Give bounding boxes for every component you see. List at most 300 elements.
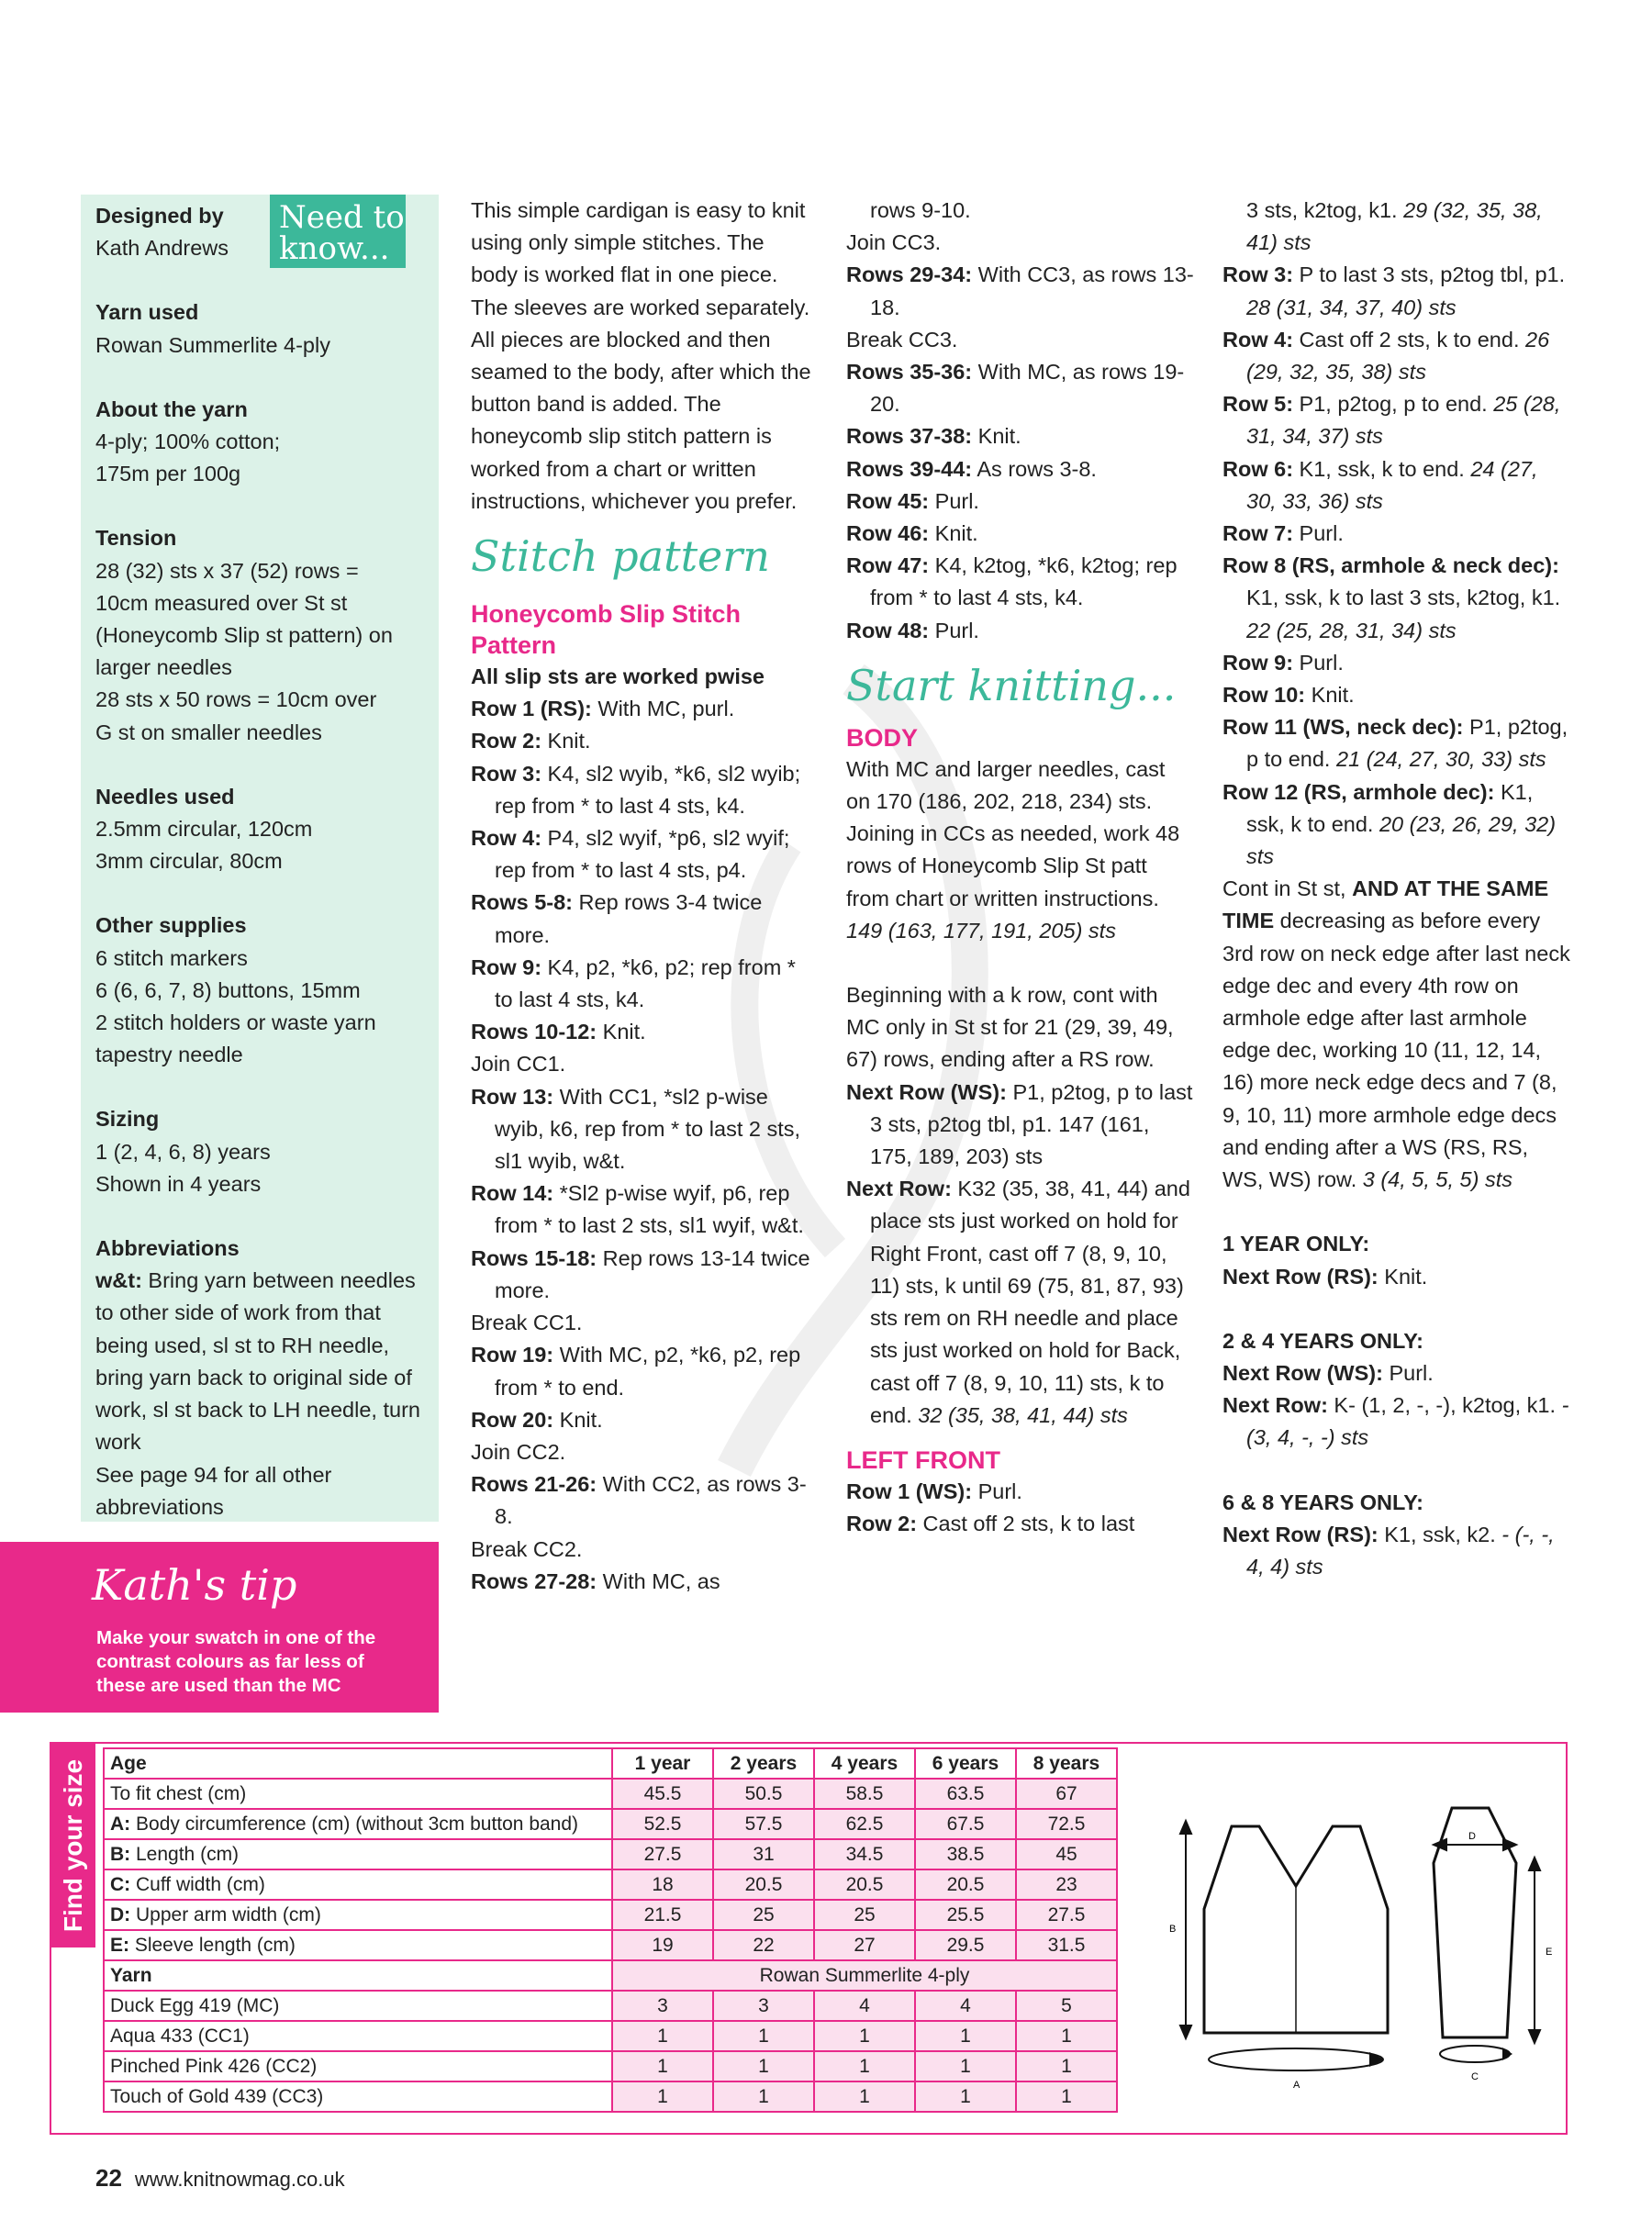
honeycomb-heading: Honeycomb Slip Stitch Pattern [471,600,742,660]
value-cell: 5 [1016,1991,1117,2021]
yarn-row [104,2051,1117,2081]
supplies-line: 6 stitch markers [95,945,248,970]
pattern-row [471,1307,815,1339]
row-label: Row 8 (RS, armhole & neck dec): [1222,553,1559,578]
row-label: Row 3: [1222,262,1294,287]
stitch-pattern-heading: Stitch pattern [471,531,770,582]
row-label-cell [104,1900,612,1930]
page-footer [95,2164,345,2193]
row-text: Join CC2. [471,1439,566,1464]
yarn-label: Yarn used [95,300,199,325]
value-cell: 45 [1016,1839,1117,1869]
designed-label: Designed by [95,204,224,228]
needles-line: 3mm circular, 80cm [95,849,283,874]
pattern-row [471,1081,815,1178]
cont-bold: AND AT THE SAME TIME [1222,876,1549,933]
row-6 [1222,453,1571,518]
left-front-row-2 [846,1508,1195,1540]
value-cell: 1 [915,2021,1016,2051]
body-column [846,195,1195,1540]
need-to-know-badge: Need to know... [270,195,406,268]
value-cell: 21.5 [612,1900,713,1930]
pattern-row [471,822,815,887]
row-label: Row 20: [471,1407,554,1432]
value-cell: 1 [612,2021,713,2051]
row-text: Knit. [929,521,978,546]
value-cell: 62.5 [814,1809,915,1839]
tension-line: 28 (32) sts x 37 (52) rows = [95,558,359,583]
row-text: Purl. [929,618,979,642]
row-label: Next Row (RS): [1222,1264,1379,1289]
row-label: Rows 37-38: [846,424,973,449]
row-text: K4, p2, *k6, p2; rep from * to last 4 sts, k4. [495,954,796,1012]
row-text: Knit. [1305,683,1355,708]
row-text: Purl. [1293,521,1344,546]
size-table [103,1747,1118,2113]
measure-code: E: [110,1935,129,1956]
two-four-row-a [1222,1357,1571,1389]
pattern-row [846,550,1195,614]
row-text: 3 sts, k2tog, k1. [1246,198,1404,222]
row-label-cell [104,1779,612,1809]
kaths-tip-box [0,1542,439,1713]
arrow-e-bottom [1529,2030,1540,2043]
row-text: K1, ssk, k to end. [1246,779,1534,836]
designed-value: Kath Andrews [95,236,229,261]
cont-text: decreasing as before every 3rd row on neck edge after last neck edge dec and every 4th row on armhole edge after last armhole edge dec, working 10 (11, 12, 14, 16) more neck edge decs and 7 (8, 9, 10, 11) more armhole edge decs and ending after a WS (RS, RS, WS, WS) row. [1222,909,1570,1192]
pattern-row [471,1566,815,1598]
row-label: Row 4: [1222,327,1294,352]
two-four-years-heading: 2 & 4 YEARS ONLY: [1222,1328,1423,1353]
table-row [104,1900,1117,1930]
supplies-line: tapestry needle [95,1043,243,1067]
pattern-row [846,518,1195,550]
table-row [104,1839,1117,1869]
yarn-row [104,2021,1117,2051]
needles-label: Needles used [95,784,235,809]
row-text: *Sl2 p-wise wyif, p6, rep from * to last 2 sts, sl1 wyif, w&t. [495,1181,804,1238]
row-label: Row 6: [1222,456,1294,481]
find-your-size-tab [51,1744,95,1947]
row-label: Rows 5-8: [471,890,573,915]
row-label: Row 48: [846,618,930,642]
row-label: Rows 21-26: [471,1472,597,1497]
row-text: K1, ssk, k2. [1378,1522,1502,1546]
label-b: B [1169,1924,1177,1935]
row-text: Knit. [553,1407,603,1432]
value-cell: 1 [713,2051,814,2081]
value-cell: 19 [612,1930,713,1960]
row-text: Knit. [1378,1264,1428,1289]
row-text: Knit. [541,729,591,753]
value-cell: 50.5 [713,1779,814,1809]
value-cell: 34.5 [814,1839,915,1869]
row-3 [1222,259,1571,323]
row-11 [1222,711,1571,776]
measure-code: B: [110,1844,131,1865]
value-cell: 25.5 [915,1900,1016,1930]
pattern-row [846,453,1195,485]
pattern-row [471,1404,815,1436]
cont-text: Cont in St st, [1222,876,1353,901]
row-text: K4, sl2 wyib, *k6, sl2 wyib; rep from * to last 4 sts, k4. [495,761,801,818]
row-text: Join CC1. [471,1052,566,1077]
value-cell: 52.5 [612,1809,713,1839]
row-label: Rows 39-44: [846,456,973,481]
row-label: Row 11 (WS, neck dec): [1222,715,1464,740]
row-text: With MC, as rows 19-20. [870,360,1185,417]
pattern-row [471,725,815,757]
tension-label: Tension [95,526,177,551]
all-slip-note: All slip sts are worked pwise [471,664,765,689]
tension-line: 28 sts x 50 rows = 10cm over [95,687,377,712]
row-text: P to last 3 sts, p2tog tbl, p1. [1293,262,1566,287]
row-label: Row 19: [471,1343,554,1367]
row-text: Rep rows 3-4 twice more. [495,890,763,947]
value-cell: 1 [713,2081,814,2112]
row-label: Row 45: [846,488,930,513]
pattern-row [471,1177,815,1242]
row-text: Cast off 2 sts, k to end. [1293,327,1526,352]
table-row [104,1809,1117,1839]
row-text: Knit. [597,1020,646,1044]
row-text: K32 (35, 38, 41, 44) and place sts just worked on hold for Right Front, cast off 7 (8, 9, 10, 11) sts, k until 69 (75, 81, 87, 93) sts rem on RH needle and place sts just worked on hold for Back, cast off 7 (8, 9, 10, 11) sts, k to end. [870,1177,1190,1427]
measure-label: To fit chest (cm) [110,1783,247,1804]
value-cell: 45.5 [612,1779,713,1809]
value-cell: 23 [1016,1869,1117,1900]
about-line: 4-ply; 100% cotton; [95,430,281,454]
row-text: P1, p2tog, p to end. [1293,392,1494,417]
row-count: 20 (23, 26, 29, 32) sts [1246,811,1557,869]
pattern-row [471,952,815,1016]
tension-line: (Honeycomb Slip st pattern) on [95,623,393,648]
value-cell: 1 [612,2051,713,2081]
row-text: Join CC3. [846,230,942,255]
label-c: C [1471,2071,1479,2082]
row-label: Row 3: [471,761,542,786]
left-front-heading: LEFT FRONT [846,1445,1000,1474]
yarn-row [104,1991,1117,2021]
row-label: Row 2: [846,1512,918,1536]
measure-code: C: [110,1874,131,1895]
yarn-header-row [104,1960,1117,1991]
next-row-ws [846,1077,1195,1174]
value-cell: 58.5 [814,1779,915,1809]
value-cell: 22 [713,1930,814,1960]
row-count: 24 (27, 30, 33, 36) sts [1246,456,1538,513]
website-url[interactable]: www.knitnowmag.co.uk [134,2168,345,2191]
row-text: With CC1, *sl2 p-wise wyib, k6, rep from * to last 2 sts, sl1 wyib, w&t. [495,1084,801,1174]
row-label: Row 2: [471,729,542,753]
measure-label: Cuff width (cm) [130,1874,265,1895]
row-label: Next Row: [1222,1393,1328,1418]
row-text: Break CC3. [846,327,958,352]
row-label: Rows 35-36: [846,360,973,385]
row-text: P4, sl2 wyif, *p6, sl2 wyif; rep from * to last 4 sts, p4. [495,826,790,883]
measure-label: Upper arm width (cm) [130,1904,321,1925]
row-text: With MC, as [597,1568,720,1593]
row-label: Row 9: [471,954,542,979]
value-cell: 67 [1016,1779,1117,1809]
label-a: A [1293,2080,1300,2091]
left-front-column [1222,195,1571,1583]
value-cell: 67.5 [915,1809,1016,1839]
row-text: With CC3, as rows 13-18. [870,262,1194,319]
row-label: Next Row (RS): [1222,1522,1379,1546]
abbr-text: Bring yarn between needles to other side of work from that being used, sl st to RH needle, bring yarn back to original side of work, sl st back to LH needle, turn work [95,1268,420,1455]
pattern-row [846,227,1195,259]
pattern-row [471,758,815,822]
value-cell: 1 [915,2081,1016,2112]
value-cell: 1 [1016,2051,1117,2081]
pattern-row [471,887,815,951]
arrow-e-top [1529,1858,1540,1870]
value-cell: 25 [814,1900,915,1930]
table-row [104,1869,1117,1900]
value-cell: 18 [612,1869,713,1900]
six-eight-years-heading: 6 & 8 YEARS ONLY: [1222,1490,1423,1514]
row-text: Knit. [972,424,1021,449]
arrow-c [1502,2048,1512,2060]
row-count: 25 (28, 31, 34, 37) sts [1246,392,1561,449]
one-year-heading: 1 YEAR ONLY: [1222,1232,1370,1256]
row-label: Rows 27-28: [471,1568,597,1593]
body-count: 149 (163, 177, 191, 205) sts [846,918,1116,943]
row-text: K4, k2tog, *k6, k2tog; rep from * to last 4 sts, k4. [870,553,1178,610]
arrow-a [1369,2052,1384,2067]
row-label: Row 14: [471,1181,554,1206]
row-text: K1, ssk, k to end. [1293,456,1471,481]
pattern-row [471,1468,815,1533]
yarn-name-cell: Aqua 433 (CC1) [104,2021,612,2051]
value-cell: 1 [814,2021,915,2051]
row-label: Row 1 (RS): [471,697,592,721]
pattern-row [846,485,1195,518]
left-front-row-1 [846,1476,1195,1508]
measure-label: Sleeve length (cm) [129,1935,296,1956]
value-cell: 25 [713,1900,814,1930]
value-cell: 4 [915,1991,1016,2021]
yarn-value-cell: Rowan Summerlite 4-ply [612,1960,1117,1991]
row-label: Next Row (WS): [846,1079,1007,1104]
cont-paragraph [1222,873,1571,1196]
header-cell: Age [104,1748,612,1779]
value-cell: 1 [612,2081,713,2112]
pattern-row [846,195,1195,227]
honeycomb-rows-cont [846,195,1195,647]
value-cell: 1 [713,2021,814,2051]
row-label: Row 9: [1222,650,1294,675]
arrow-b-top [1180,1821,1191,1834]
row-text: With CC2, as rows 3-8. [495,1472,807,1529]
row-label: Row 7: [1222,521,1294,546]
value-cell: 38.5 [915,1839,1016,1869]
value-cell: 1 [1016,2081,1117,2112]
value-cell: 4 [814,1991,915,2021]
row-label: Row 46: [846,521,930,546]
page-number: 22 [95,2164,122,2192]
intro-text: This simple cardigan is easy to knit using only simple stitches. The body is worked flat in one piece. The sleeves are worked separately. All pieces are blocked and then seamed to the body, after which the button band is added. The honeycomb slip stitch pattern is worked from a chart or written instructions, whichever you prefer. [471,198,811,513]
sizing-line: 1 (2, 4, 6, 8) years [95,1139,271,1164]
pattern-row [471,1534,815,1566]
row-text: As rows 3-8. [972,456,1097,481]
pattern-row [846,420,1195,452]
row-cont [1222,195,1571,259]
value-cell: 1 [1016,2021,1117,2051]
row-count: 28 (31, 34, 37, 40) sts [1246,295,1457,319]
tension-line: G st on smaller needles [95,720,322,744]
header-cell: 2 years [713,1748,814,1779]
row-7 [1222,518,1571,550]
pattern-row [471,1436,815,1468]
abbreviations-label: Abbreviations [95,1236,240,1261]
body-para-2: Beginning with a k row, cont with MC only in St st for 21 (29, 39, 49, 67) rows, ending after a RS row. [846,983,1174,1072]
row-5 [1222,388,1571,452]
header-cell: 1 year [612,1748,713,1779]
value-cell: 3 [612,1991,713,2021]
row-label-cell [104,1869,612,1900]
label-d: D [1468,1831,1476,1842]
yarn-label-cell: Yarn [104,1960,612,1991]
value-cell: 20.5 [713,1869,814,1900]
value-cell: 31 [713,1839,814,1869]
row-text: Rep rows 13-14 twice more. [495,1245,810,1302]
pattern-row [471,1339,815,1403]
yarn-name-cell: Pinched Pink 426 (CC2) [104,2051,612,2081]
value-cell: 57.5 [713,1809,814,1839]
pattern-row [846,259,1195,323]
abbr-term: w&t: [95,1268,142,1293]
honeycomb-rows [471,693,815,1598]
abbr-see: See page 94 for all other abbreviations [95,1462,332,1519]
header-cell: 6 years [915,1748,1016,1779]
row-count: 32 (35, 38, 41, 44) sts [918,1402,1128,1427]
yarn-name-cell: Touch of Gold 439 (CC3) [104,2081,612,2112]
row-text: P1, p2tog, p to last 3 sts, p2tog tbl, p1. 147 (161, 175, 189, 203) sts [870,1079,1193,1169]
row-label: Rows 15-18: [471,1245,597,1270]
value-cell: 1 [915,2051,1016,2081]
row-label: Row 5: [1222,392,1294,417]
row-text: With MC, p2, *k6, p2, rep from * to end. [495,1343,801,1400]
row-text: Break CC2. [471,1536,583,1561]
find-your-size-label: Find your size [59,1758,87,1933]
row-text: Purl. [1382,1360,1434,1385]
row-text: Break CC1. [471,1311,583,1335]
row-label: Row 13: [471,1084,554,1109]
value-cell: 29.5 [915,1930,1016,1960]
value-cell: 31.5 [1016,1930,1117,1960]
body-text: With MC and larger needles, cast on 170 (186, 202, 218, 234) sts. Joining in CCs as needed, work 48 rows of Honeycomb Slip St patt from chart or written instructions. [846,756,1180,910]
row-count: - (-, -, 4, 4) sts [1246,1522,1555,1579]
pattern-row [846,356,1195,420]
row-text: With MC, purl. [591,697,735,721]
row-count: 26 (29, 32, 35, 38) sts [1246,327,1550,385]
cont-count: 3 (4, 5, 5, 5) sts [1362,1167,1513,1192]
row-text: K1, ssk, k to last 3 sts, k2tog, k1. [1246,586,1561,610]
table-row [104,1779,1117,1809]
value-cell: 20.5 [915,1869,1016,1900]
value-cell: 63.5 [915,1779,1016,1809]
dim-c-ellipse [1440,2046,1510,2062]
tension-line: 10cm measured over St st [95,590,348,615]
arrow-b-bottom [1180,2026,1191,2038]
row-text: P1, p2tog, p to end. [1246,715,1568,772]
table-header-row [104,1748,1117,1779]
row-12 [1222,776,1571,874]
row-count: 21 (24, 27, 30, 33) sts [1336,747,1546,772]
about-label: About the yarn [95,396,248,421]
row-label: Next Row (WS): [1222,1360,1383,1385]
value-cell: 1 [814,2051,915,2081]
intro-column [471,195,815,1598]
row-label-cell [104,1839,612,1869]
needles-line: 2.5mm circular, 120cm [95,817,313,842]
sizing-label: Sizing [95,1107,160,1132]
pattern-row [471,1243,815,1307]
six-eight-row [1222,1519,1571,1583]
pattern-row [471,693,815,725]
body-heading: BODY [846,723,919,752]
row-label: Row 47: [846,553,930,578]
row-count: 22 (25, 28, 31, 34) sts [1246,618,1457,642]
row-count: 29 (32, 35, 38, 41) sts [1246,198,1543,255]
row-text: Cast off 2 sts, k to last [917,1512,1135,1536]
yarn-name-cell: Duck Egg 419 (MC) [104,1991,612,2021]
row-label: Row 1 (WS): [846,1479,973,1503]
tension-line: larger needles [95,655,232,680]
row-label: Row 4: [471,826,542,851]
measure-code: A: [110,1814,131,1835]
value-cell: 27 [814,1930,915,1960]
value-cell: 27.5 [1016,1900,1117,1930]
row-text: rows 9-10. [870,198,971,222]
row-label: Row 10: [1222,683,1306,708]
header-cell: 4 years [814,1748,915,1779]
tip-text: Make your swatch in one of the contrast colours as far less of these are used than the MC [96,1627,376,1696]
table-row [104,1930,1117,1960]
tip-title: Kath's tip [92,1560,297,1610]
sizing-line: Shown in 4 years [95,1171,262,1196]
next-row [846,1173,1195,1432]
pattern-row [471,1048,815,1080]
body-para-1 [846,753,1195,947]
need-to-know-sidebar [81,195,439,1522]
two-four-row-b [1222,1389,1571,1454]
pattern-row [846,324,1195,356]
label-e: E [1546,1947,1553,1958]
yarn-row [104,2081,1117,2112]
supplies-label: Other supplies [95,913,247,938]
row-text: Purl. [1293,650,1344,675]
dim-a-ellipse [1209,2048,1383,2070]
row-label-cell [104,1930,612,1960]
row-count: - (3, 4, -, -) sts [1246,1393,1569,1450]
pattern-row [846,615,1195,647]
abbreviation-wt [95,1265,426,1458]
row-label: Rows 29-34: [846,262,973,287]
row-4 [1222,324,1571,388]
value-cell: 27.5 [612,1839,713,1869]
row-10 [1222,679,1571,711]
row-9 [1222,647,1571,679]
measure-label: Length (cm) [130,1844,240,1865]
value-cell: 72.5 [1016,1809,1117,1839]
value-cell: 3 [713,1991,814,2021]
row-label: Rows 10-12: [471,1020,597,1044]
about-line: 175m per 100g [95,462,241,486]
header-cell: 8 years [1016,1748,1117,1779]
schematic-diagram [1167,1780,1571,2092]
